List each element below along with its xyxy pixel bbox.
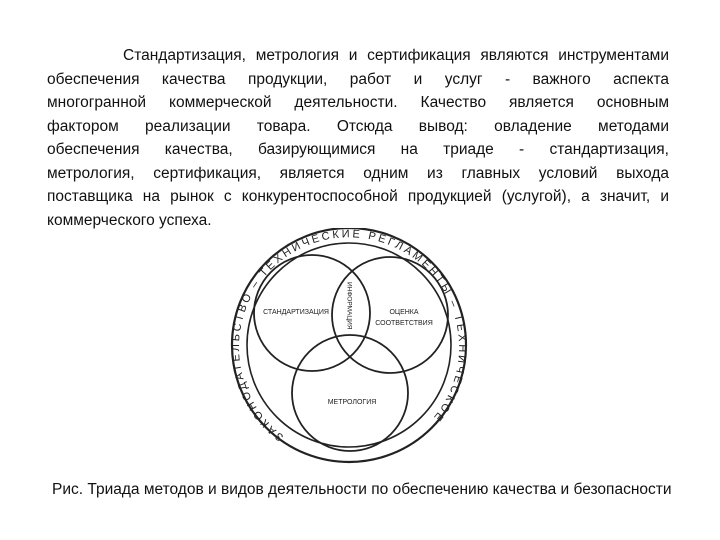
conformity-label-line1: ОЦЕНКА: [389, 309, 419, 316]
figure-caption: Рис. Триада методов и видов деятельности по обеспечению качества и безопасности: [52, 481, 672, 498]
paragraph-line: обеспечения качества, базирующимися на триаде - стандартизация,: [47, 141, 669, 158]
paragraph-line: Стандартизация, метрология и сертификация являются инструментами: [123, 47, 669, 64]
triad-diagram: [224, 228, 474, 468]
paragraph-line: фактором реализации товара. Отсюда вывод: овладение методами: [47, 117, 669, 135]
center-vertical-label: ИНФОРМАЦИЯ: [345, 282, 353, 330]
paragraph-line: многогранной коммерческой деятельности. Качество является основным: [47, 94, 669, 111]
outer-ring-text: ЗАКОНОДАТЕЛЬСТВО – ТЕХНИЧЕСКИЕ РЕГЛАМЕНТЫ – ТЕХНИЧЕСКОЕ: [229, 228, 469, 444]
paragraph-line: поставщика на рынок с конкурентоспособной продукцией (услугой), а значит, и: [47, 188, 669, 205]
paragraph-line: обеспечения качества продукции, работ и услуг - важного аспекта: [47, 70, 669, 88]
body-paragraph: [47, 44, 669, 232]
paragraph-line: метрология, сертификация, является одним из главных условий выхода: [47, 164, 669, 182]
conformity-label-line2: СООТВЕТСТВИЯ: [375, 320, 433, 327]
metrology-circle: [292, 335, 408, 451]
metrology-label: МЕТРОЛОГИЯ: [327, 399, 377, 406]
paragraph-line: коммерческого успеха.: [47, 211, 212, 229]
standardization-label: СТАНДАРТИЗАЦИЯ: [263, 309, 329, 316]
